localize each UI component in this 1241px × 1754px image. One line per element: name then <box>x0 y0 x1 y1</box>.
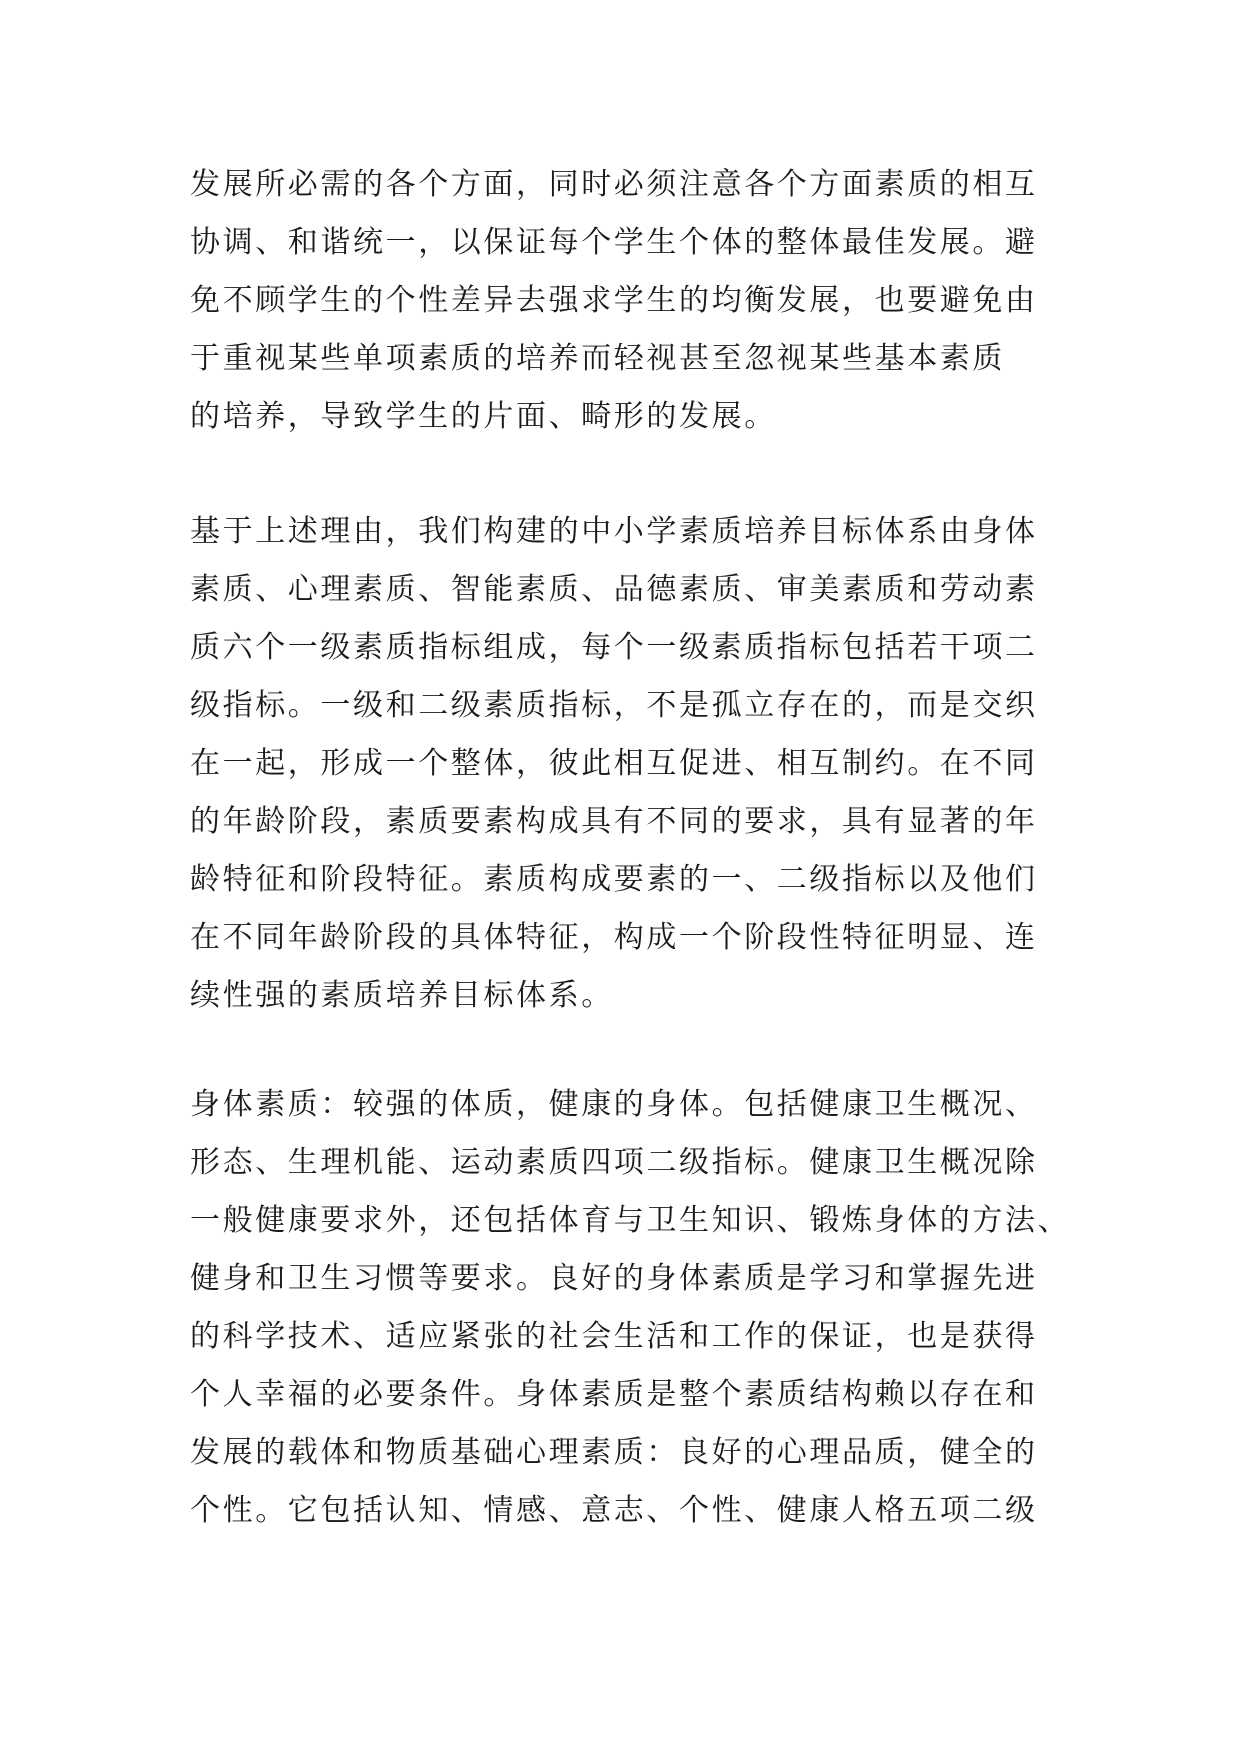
text-line: 个人幸福的必要条件。身体素质是整个素质结构赖以存在和 <box>190 1377 1038 1412</box>
text-line: 基于上述理由，我们构建的中小学素质培养目标体系由身体 <box>190 514 1038 549</box>
text-line: 身体素质：较强的体质，健康的身体。包括健康卫生概况、 <box>190 1087 1038 1122</box>
text-line: 质六个一级素质指标组成，每个一级素质指标包括若干项二 <box>190 630 1038 665</box>
paragraph-1 <box>190 156 1070 446</box>
text-line: 素质、心理素质、智能素质、品德素质、审美素质和劳动素 <box>190 572 1038 607</box>
text-line: 发展的载体和物质基础心理素质：良好的心理品质，健全的 <box>190 1435 1038 1470</box>
text-line: 协调、和谐统一，以保证每个学生个体的整体最佳发展。避 <box>190 225 1038 260</box>
text-line: 一般健康要求外，还包括体育与卫生知识、锻炼身体的方法、 <box>190 1203 1071 1238</box>
text-line: 健身和卫生习惯等要求。良好的身体素质是学习和掌握先进 <box>190 1261 1038 1296</box>
text-line: 的年龄阶段，素质要素构成具有不同的要求，具有显著的年 <box>190 804 1038 839</box>
text-line: 在不同年龄阶段的具体特征，构成一个阶段性特征明显、连 <box>190 920 1038 955</box>
text-line: 形态、生理机能、运动素质四项二级指标。健康卫生概况除 <box>190 1145 1038 1180</box>
text-line: 的科学技术、适应紧张的社会生活和工作的保证，也是获得 <box>190 1319 1038 1354</box>
text-line: 级指标。一级和二级素质指标，不是孤立存在的，而是交织 <box>190 688 1038 723</box>
text-line: 于重视某些单项素质的培养而轻视甚至忽视某些基本素质 <box>190 341 1005 376</box>
paragraph-3 <box>190 1076 1070 1540</box>
text-line: 的培养，导致学生的片面、畸形的发展。 <box>190 399 777 434</box>
text-line: 续性强的素质培养目标体系。 <box>190 978 614 1013</box>
text-line: 在一起，形成一个整体，彼此相互促进、相互制约。在不同 <box>190 746 1038 781</box>
paragraph-2 <box>190 503 1070 1025</box>
text-line: 免不顾学生的个性差异去强求学生的均衡发展，也要避免由 <box>190 283 1038 318</box>
text-line: 龄特征和阶段特征。素质构成要素的一、二级指标以及他们 <box>190 862 1038 897</box>
text-line: 个性。它包括认知、情感、意志、个性、健康人格五项二级 <box>190 1493 1038 1528</box>
text-line: 发展所必需的各个方面，同时必须注意各个方面素质的相互 <box>190 167 1038 202</box>
